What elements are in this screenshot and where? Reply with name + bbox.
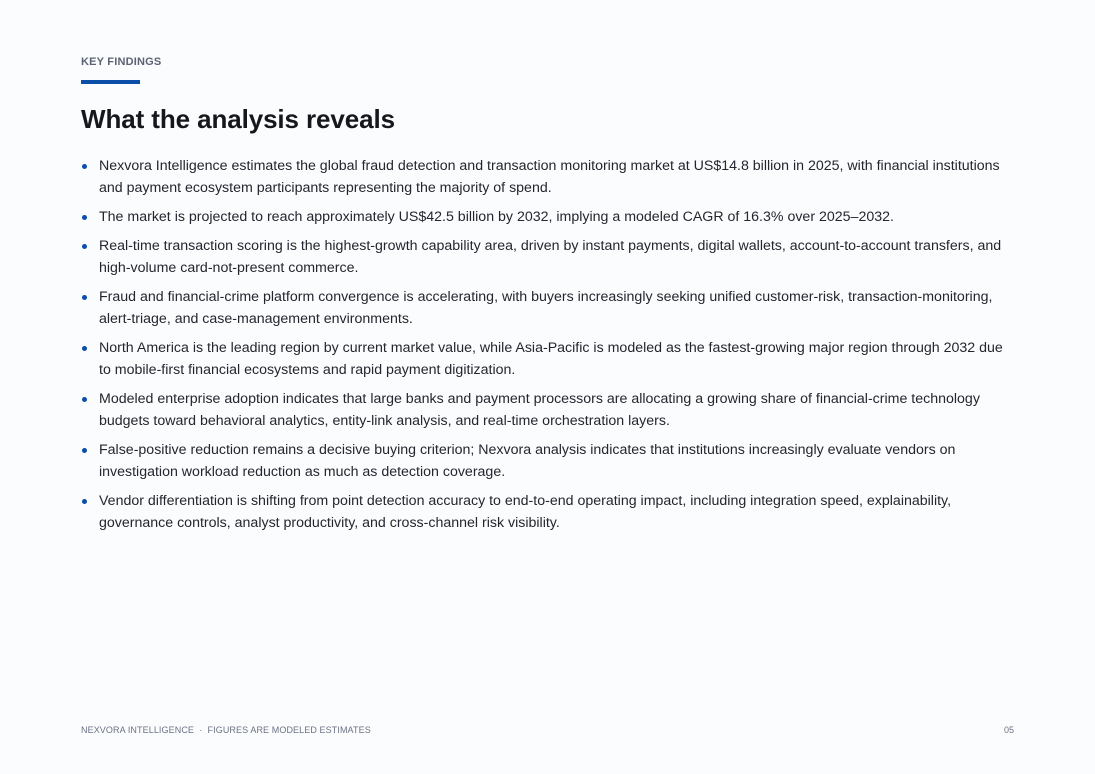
- finding-text: North America is the leading region by current market value, while Asia-Pacific is modeled as the fastest-growing major region through 2032 due to mobile-first financial ecosystems and rapid payment digitization.: [99, 340, 1003, 378]
- page-title: What the analysis reveals: [81, 104, 395, 134]
- page-number: 05: [1003, 725, 1014, 735]
- bullet-icon: [82, 397, 87, 402]
- finding-item: [81, 439, 1011, 483]
- finding-text: Vendor differentiation is shifting from point detection accuracy to end-to-end operating impact, including integration speed, explainability, governance controls, analyst productivity, and cross-channel risk visibility.: [99, 493, 952, 531]
- finding-item: [81, 155, 1011, 199]
- finding-item: [81, 337, 1011, 381]
- finding-item: [81, 286, 1011, 330]
- bullet-icon: [82, 215, 87, 220]
- finding-text: Fraud and financial-crime platform convergence is accelerating, with buyers increasingly seeking unified customer-risk, transaction-monitoring, alert-triage, and case-management environments.: [99, 289, 993, 327]
- finding-item: [81, 490, 1011, 534]
- bullet-icon: [82, 295, 87, 300]
- finding-item: [81, 206, 1011, 228]
- findings-list: [81, 155, 1011, 541]
- finding-item: [81, 388, 1011, 432]
- bullet-icon: [82, 346, 87, 351]
- bullet-icon: [82, 164, 87, 169]
- finding-text: The market is projected to reach approximately US$42.5 billion by 2032, implying a modeled CAGR of 16.3% over 2025–2032.: [99, 209, 894, 225]
- section-eyebrow: KEY FINDINGS: [81, 56, 162, 68]
- bullet-icon: [82, 244, 87, 249]
- footer-source-note: NEXVORA INTELLIGENCE · FIGURES ARE MODELED ESTIMATES: [81, 725, 371, 735]
- finding-text: False-positive reduction remains a decisive buying criterion; Nexvora analysis indicates that institutions increasingly evaluate vendors on investigation workload reduction as much as detection coverage.: [99, 442, 956, 480]
- finding-item: [81, 235, 1011, 279]
- bullet-icon: [82, 499, 87, 504]
- finding-text: Nexvora Intelligence estimates the global fraud detection and transaction monitoring market at US$14.8 billion in 2025, with financial institutions and payment ecosystem participants representing the majority of spend.: [99, 158, 1000, 196]
- accent-rule: [81, 80, 140, 84]
- bullet-icon: [82, 448, 87, 453]
- finding-text: Real-time transaction scoring is the highest-growth capability area, driven by instant payments, digital wallets, account-to-account transfers, and high-volume card-not-present commerce.: [99, 238, 1002, 276]
- finding-text: Modeled enterprise adoption indicates that large banks and payment processors are allocating a growing share of financial-crime technology budgets toward behavioral analytics, entity-link analysis, and real-time orchestration layers.: [99, 391, 980, 429]
- report-page: [81, 0, 1016, 774]
